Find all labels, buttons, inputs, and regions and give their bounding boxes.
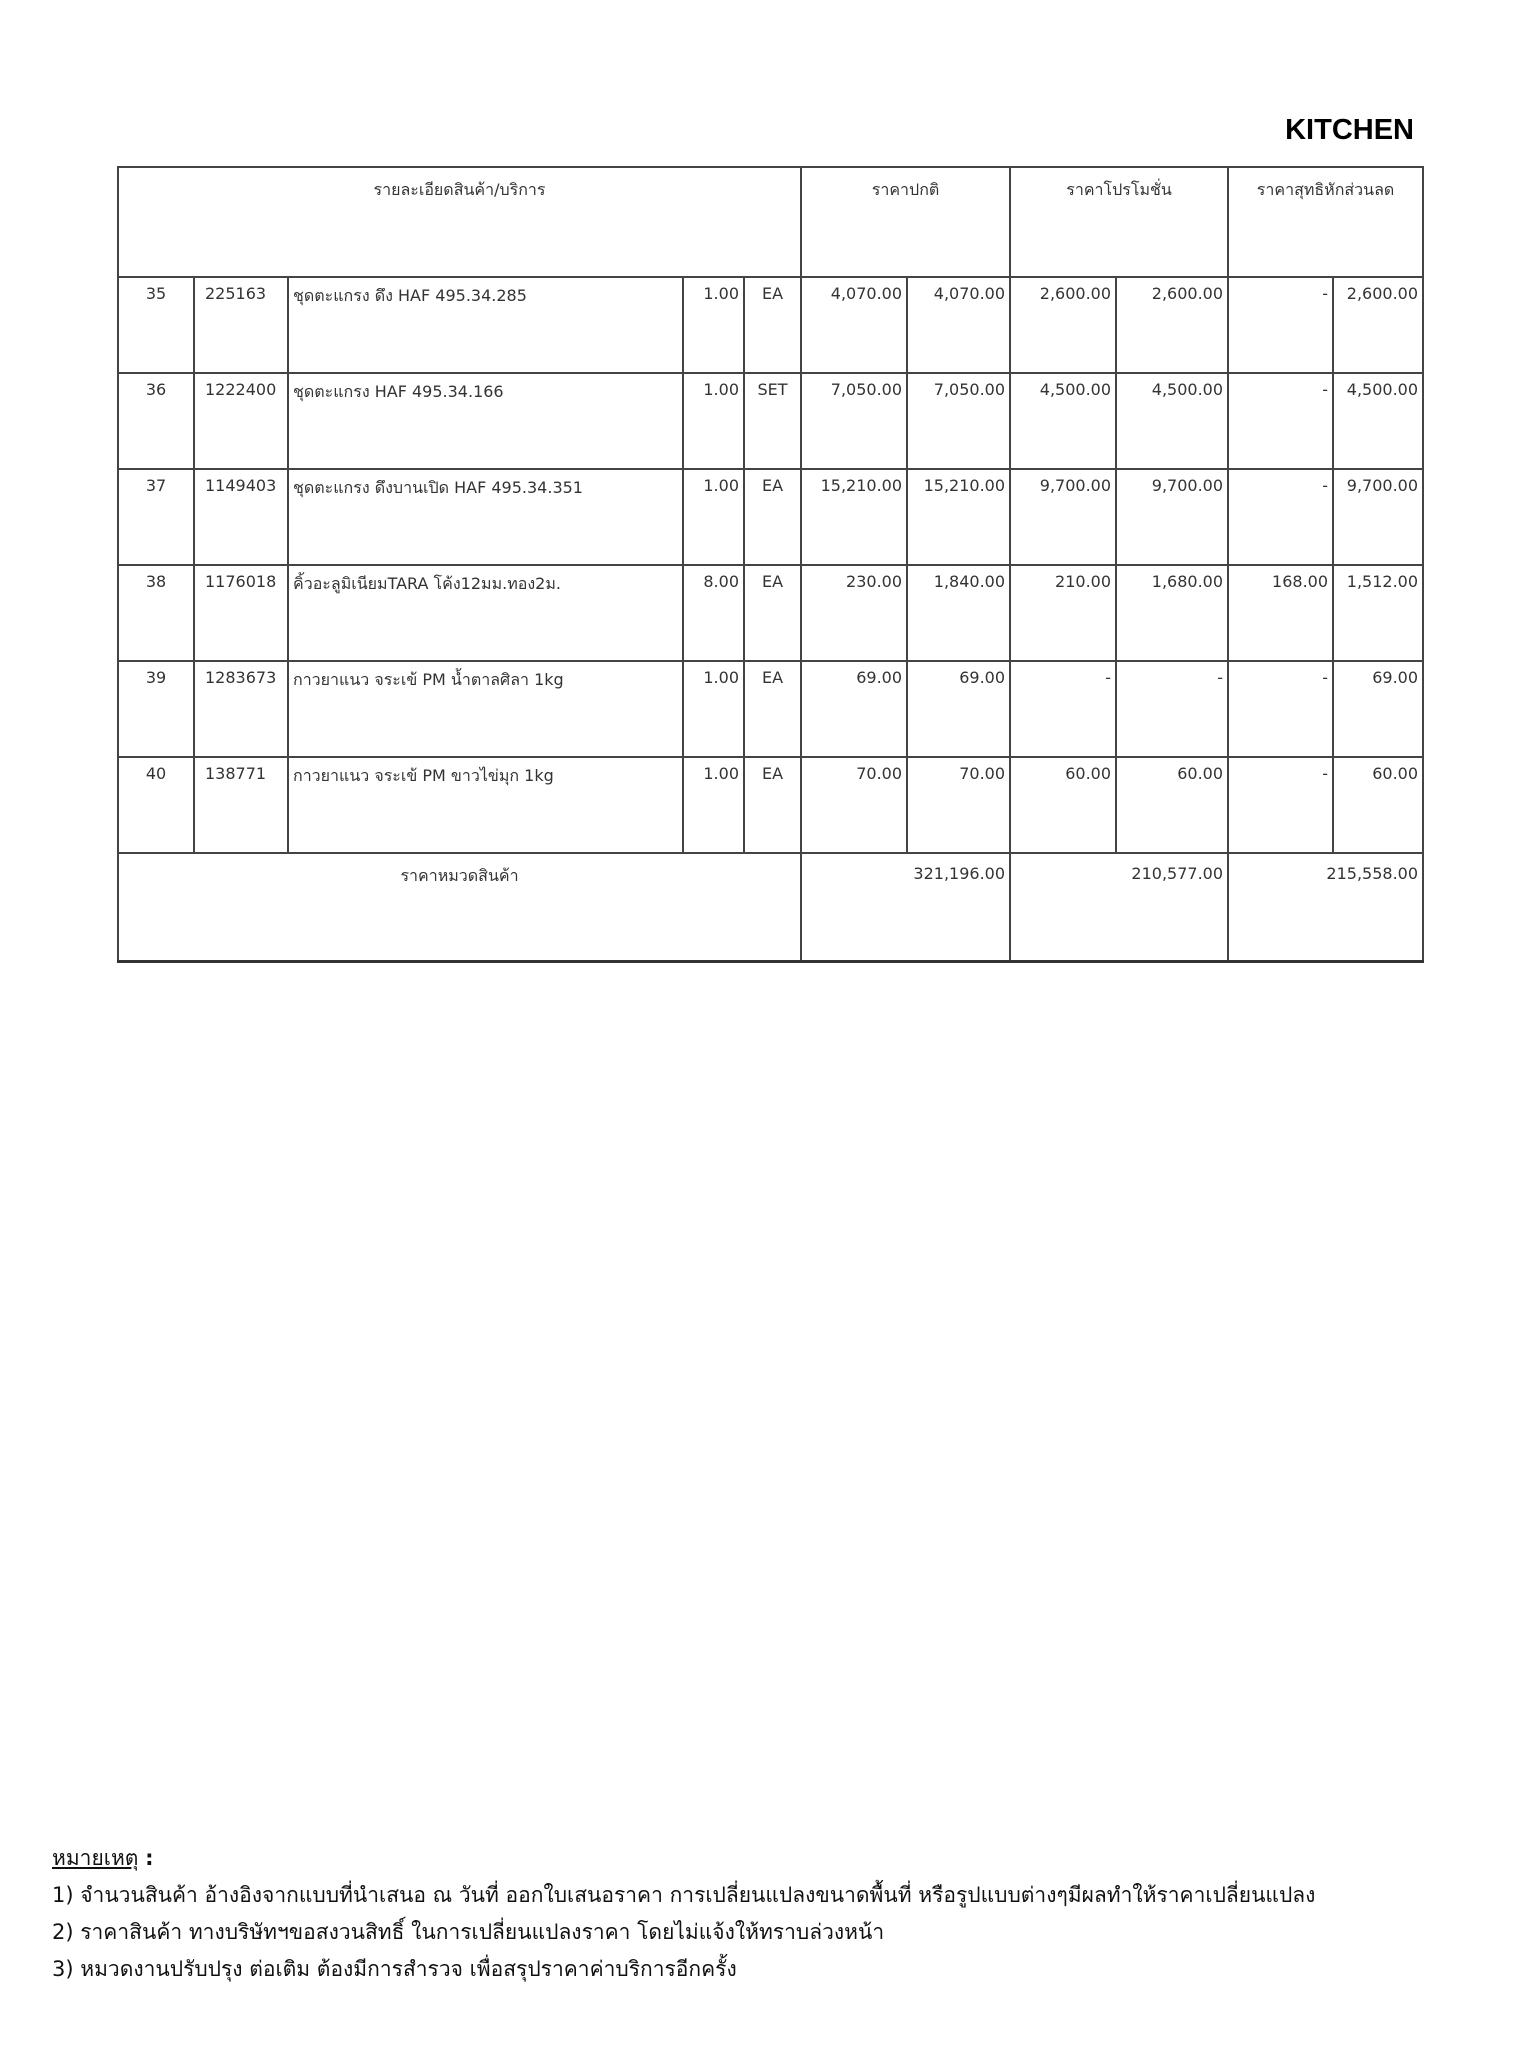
item-promo-unit-price: - — [1010, 661, 1116, 757]
item-quantity: 1.00 — [683, 661, 744, 757]
item-quantity: 1.00 — [683, 469, 744, 565]
section-title: KITCHEN — [1285, 114, 1414, 146]
item-number: 40 — [118, 757, 194, 853]
item-discount: 168.00 — [1228, 565, 1333, 661]
item-unit: EA — [744, 757, 801, 853]
item-amount: 15,210.00 — [907, 469, 1010, 565]
item-amount: 7,050.00 — [907, 373, 1010, 469]
item-promo-unit-price: 2,600.00 — [1010, 277, 1116, 373]
item-amount: 69.00 — [907, 661, 1010, 757]
table-row — [118, 661, 1423, 757]
item-amount: 4,070.00 — [907, 277, 1010, 373]
item-unit: SET — [744, 373, 801, 469]
note-item: 1) จำนวนสินค้า อ้างอิงจากแบบที่นำเสนอ ณ วันที่ ออกใบเสนอราคา การเปลี่ยนแปลงขนาดพื้นที่ หรือรูปแบบต่างๆมีผลทำให้ราคาเปลี่ยนแปลง — [52, 1883, 1316, 1907]
item-quantity: 1.00 — [683, 277, 744, 373]
item-unit-price: 69.00 — [801, 661, 907, 757]
item-discount: - — [1228, 757, 1333, 853]
item-net-price: 9,700.00 — [1333, 469, 1423, 565]
header-net-price: ราคาสุทธิหักส่วนลด — [1228, 167, 1423, 277]
item-net-price: 1,512.00 — [1333, 565, 1423, 661]
item-promo-amount: - — [1116, 661, 1228, 757]
item-code: 138771 — [194, 757, 288, 853]
item-discount: - — [1228, 373, 1333, 469]
item-unit: EA — [744, 661, 801, 757]
table-row — [118, 469, 1423, 565]
item-code: 1222400 — [194, 373, 288, 469]
item-quantity: 1.00 — [683, 757, 744, 853]
item-promo-unit-price: 4,500.00 — [1010, 373, 1116, 469]
table-total-row — [118, 853, 1423, 962]
table-row — [118, 757, 1423, 853]
item-description: ชุดตะแกรง HAF 495.34.166 — [288, 373, 683, 469]
item-promo-amount: 4,500.00 — [1116, 373, 1228, 469]
item-unit: EA — [744, 469, 801, 565]
total-net: 215,558.00 — [1228, 853, 1423, 962]
item-promo-unit-price: 60.00 — [1010, 757, 1116, 853]
total-regular: 321,196.00 — [801, 853, 1010, 962]
notes-title-row — [52, 1840, 1315, 1877]
item-number: 38 — [118, 565, 194, 661]
item-description: กาวยาแนว จระเข้ PM น้ำตาลศิลา 1kg — [288, 661, 683, 757]
item-code: 225163 — [194, 277, 288, 373]
notes-section — [52, 1840, 1315, 1988]
total-label: ราคาหมวดสินค้า — [118, 853, 801, 962]
note-item: 3) หมวดงานปรับปรุง ต่อเติม ต้องมีการสำรวจ เพื่อสรุปราคาค่าบริการอีกครั้ง — [52, 1957, 737, 1981]
item-net-price: 69.00 — [1333, 661, 1423, 757]
header-regular-price: ราคาปกติ — [801, 167, 1010, 277]
item-promo-unit-price: 210.00 — [1010, 565, 1116, 661]
item-promo-amount: 9,700.00 — [1116, 469, 1228, 565]
item-discount: - — [1228, 661, 1333, 757]
item-unit-price: 70.00 — [801, 757, 907, 853]
header-promo-price: ราคาโปรโมชั่น — [1010, 167, 1228, 277]
item-description: คิ้วอะลูมิเนียมTARA โค้ง12มม.ทอง2ม. — [288, 565, 683, 661]
table-row — [118, 565, 1423, 661]
item-unit-price: 15,210.00 — [801, 469, 907, 565]
item-number: 37 — [118, 469, 194, 565]
header-details: รายละเอียดสินค้า/บริการ — [118, 167, 801, 277]
item-quantity: 1.00 — [683, 373, 744, 469]
item-number: 35 — [118, 277, 194, 373]
notes-colon: : — [145, 1846, 154, 1870]
item-number: 36 — [118, 373, 194, 469]
total-promo: 210,577.00 — [1010, 853, 1228, 962]
item-amount: 70.00 — [907, 757, 1010, 853]
item-discount: - — [1228, 469, 1333, 565]
item-unit-price: 7,050.00 — [801, 373, 907, 469]
item-description: ชุดตะแกรง ดึงบานเปิด HAF 495.34.351 — [288, 469, 683, 565]
item-unit: EA — [744, 565, 801, 661]
item-quantity: 8.00 — [683, 565, 744, 661]
item-code: 1149403 — [194, 469, 288, 565]
note-item: 2) ราคาสินค้า ทางบริษัทฯขอสงวนสิทธิ์ ในการเปลี่ยนแปลงราคา โดยไม่แจ้งให้ทราบล่วงหน้า — [52, 1920, 885, 1944]
item-unit: EA — [744, 277, 801, 373]
table-header-row — [118, 167, 1423, 277]
item-unit-price: 4,070.00 — [801, 277, 907, 373]
item-net-price: 2,600.00 — [1333, 277, 1423, 373]
item-promo-amount: 1,680.00 — [1116, 565, 1228, 661]
item-description: กาวยาแนว จระเข้ PM ขาวไข่มุก 1kg — [288, 757, 683, 853]
item-number: 39 — [118, 661, 194, 757]
quotation-table — [117, 166, 1424, 963]
item-promo-unit-price: 9,700.00 — [1010, 469, 1116, 565]
item-promo-amount: 60.00 — [1116, 757, 1228, 853]
item-net-price: 60.00 — [1333, 757, 1423, 853]
item-net-price: 4,500.00 — [1333, 373, 1423, 469]
item-code: 1176018 — [194, 565, 288, 661]
item-unit-price: 230.00 — [801, 565, 907, 661]
table-row — [118, 373, 1423, 469]
table-row — [118, 277, 1423, 373]
item-description: ชุดตะแกรง ดึง HAF 495.34.285 — [288, 277, 683, 373]
item-promo-amount: 2,600.00 — [1116, 277, 1228, 373]
item-code: 1283673 — [194, 661, 288, 757]
item-discount: - — [1228, 277, 1333, 373]
notes-title: หมายเหตุ — [52, 1846, 139, 1870]
item-amount: 1,840.00 — [907, 565, 1010, 661]
